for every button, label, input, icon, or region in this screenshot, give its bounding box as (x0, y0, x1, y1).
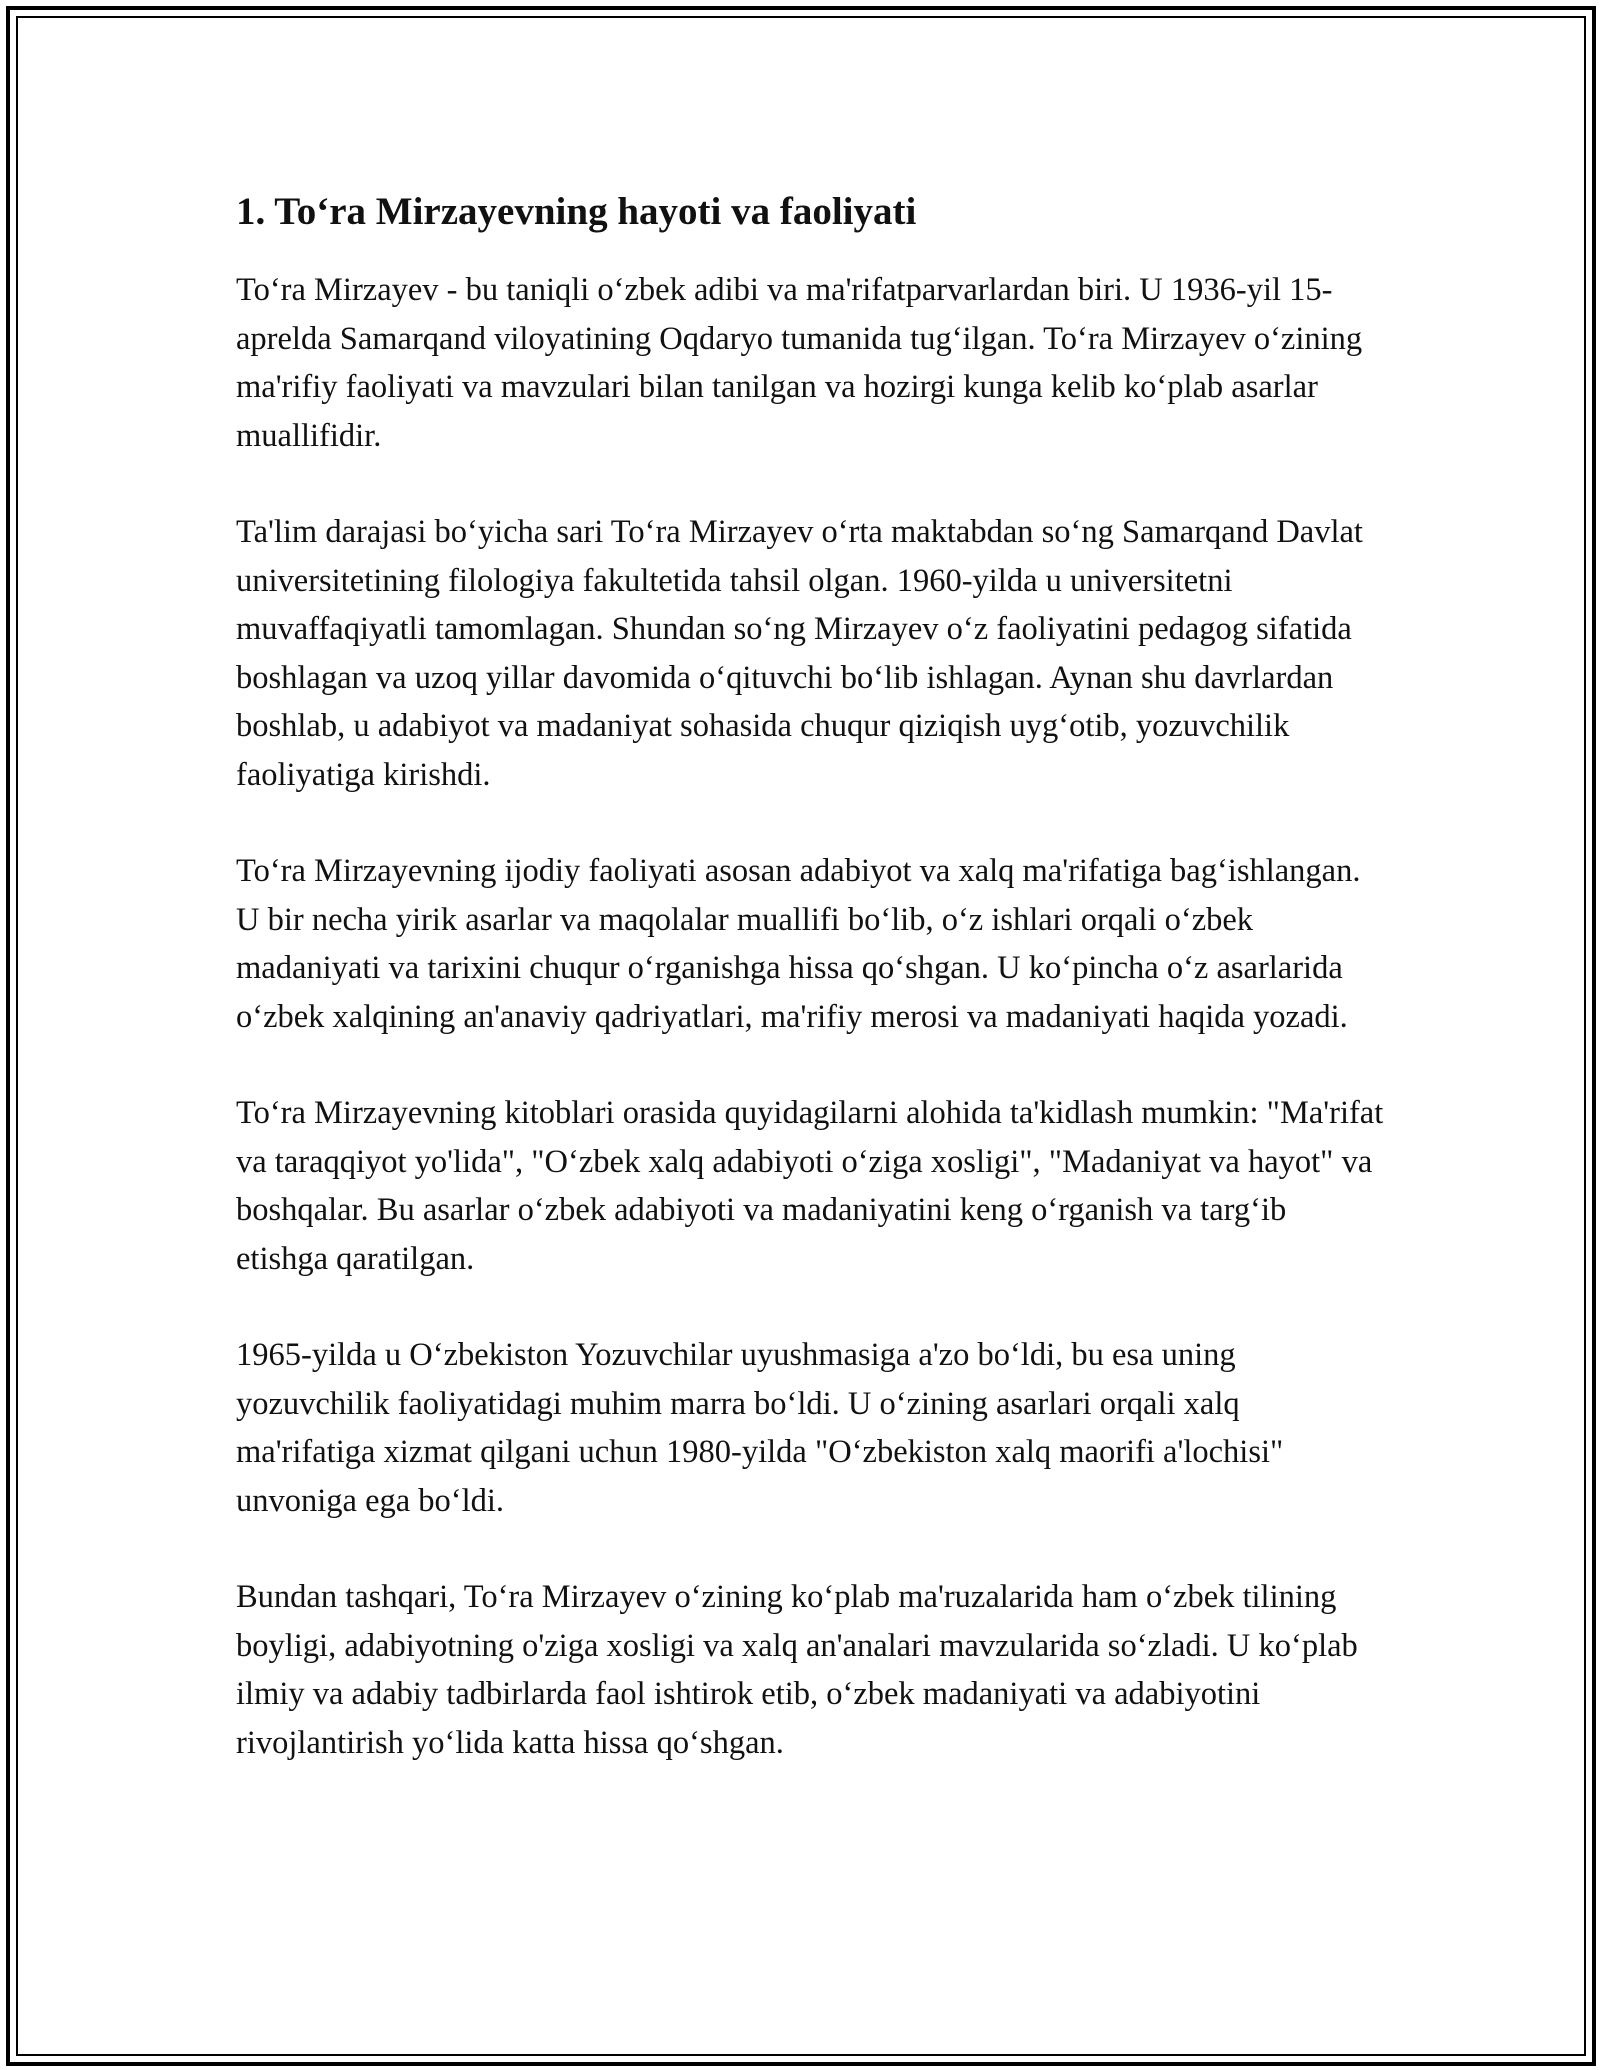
document-body (236, 186, 1386, 1815)
paragraph-books: To‘ra Mirzayevning kitoblari orasida quyidagilarni alohida ta'kidlash mumkin: "Ma'rifat va taraqqiyot yo'lida", "O‘zbek xalq adabiyoti o‘ziga xosligi", "Madaniyat va hayot" va boshqalar. Bu asarlar o‘zbek adabiyoti va madaniyatini keng o‘rganish va targ‘ib etishga qaratilgan. (236, 1095, 1384, 1277)
paragraph-biography: To‘ra Mirzayev - bu taniqli o‘zbek adibi va ma'rifatparvarlardan biri. U 1936-yil 15-aprelda Samarqand viloyatining Oqdaryo tumanida tug‘ilgan. To‘ra Mirzayev o‘zining ma'rifiy faoliyati va mavzulari bilan tanilgan va hozirgi kunga kelib ko‘plab asarlar muallifidir. (236, 272, 1363, 454)
paragraph-education: Ta'lim darajasi bo‘yicha sari To‘ra Mirzayev o‘rta maktabdan so‘ng Samarqand Davlat universitetining filologiya fakultetida tahsil olgan. 1960-yilda u universitetni muvaffaqiyatli tamomlagan. Shundan so‘ng Mirzayev o‘z faoliyatini pedagog sifatida boshlagan va uzoq yillar davomida o‘qituvchi bo‘lib ishlagan. Aynan shu davrlardan boshlab, u adabiyot va madaniyat sohasida chuqur qiziqish uyg‘otib, yozuvchilik faoliyatiga kirishdi. (236, 514, 1363, 793)
section-heading: 1. To‘ra Mirzayevning hayoti va faoliyati (236, 190, 917, 233)
paragraph-lectures: Bundan tashqari, To‘ra Mirzayev o‘zining ko‘plab ma'ruzalarida ham o‘zbek tilining boyligi, adabiyotning o'ziga xosligi va xalq an'analari mavzularida so‘zladi. U ko‘plab ilmiy va adabiy tadbirlarda faol ishtirok etib, o‘zbek madaniyati va adabiyotini rivojlantirish yo‘lida katta hissa qo‘shgan. (236, 1579, 1358, 1761)
paragraph-recognition: 1965-yilda u O‘zbekiston Yozuvchilar uyushmasiga a'zo bo‘ldi, bu esa uning yozuvchilik faoliyatidagi muhim marra bo‘ldi. U o‘zining asarlari orqali xalq ma'rifatiga xizmat qilgani uchun 1980-yilda "O‘zbekiston xalq maorifi a'lochisi" unvoniga ega bo‘ldi. (236, 1337, 1284, 1519)
paragraph-creative-work: To‘ra Mirzayevning ijodiy faoliyati asosan adabiyot va xalq ma'rifatiga bag‘ishlangan. U bir necha yirik asarlar va maqolalar muallifi bo‘lib, o‘z ishlari orqali o‘zbek madaniyati va tarixini chuqur o‘rganishga hissa qo‘shgan. U ko‘pincha o‘z asarlarida o‘zbek xalqining an'anaviy qadriyatlari, ma'rifiy merosi va madaniyati haqida yozadi. (236, 853, 1361, 1035)
